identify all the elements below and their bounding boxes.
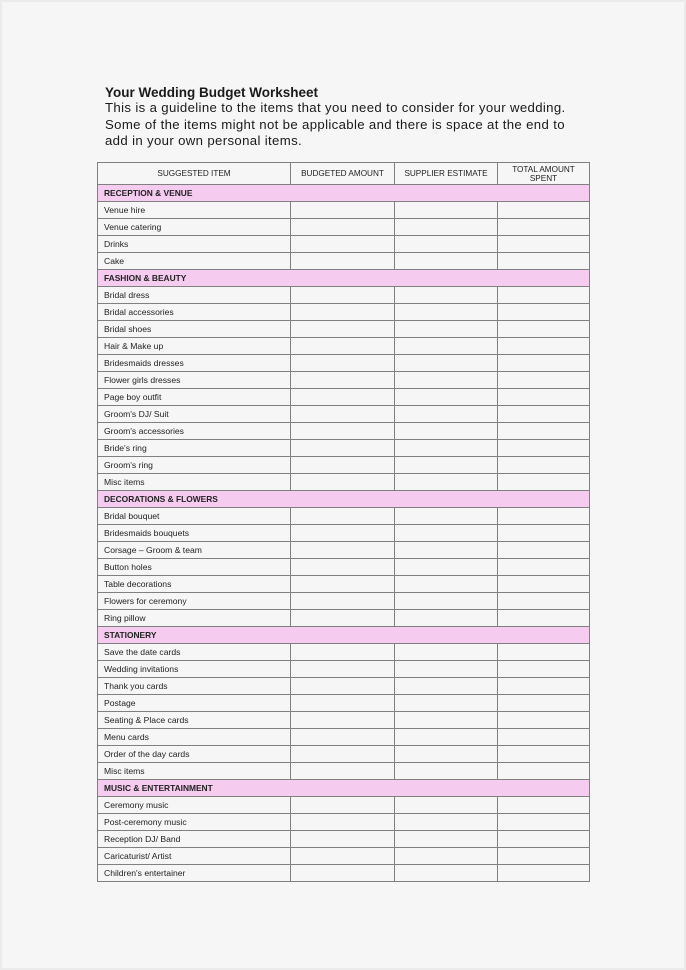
- total-spent-cell[interactable]: [498, 202, 590, 219]
- total-spent-cell[interactable]: [498, 678, 590, 695]
- budgeted-amount-cell[interactable]: [291, 542, 395, 559]
- total-spent-cell[interactable]: [498, 253, 590, 270]
- item-label: Drinks: [98, 236, 291, 253]
- table-row: [98, 661, 590, 678]
- column-header-item: SUGGESTED ITEM: [98, 163, 291, 185]
- total-spent-cell[interactable]: [498, 236, 590, 253]
- supplier-estimate-cell[interactable]: [395, 287, 498, 304]
- table-row: [98, 474, 590, 491]
- budgeted-amount-cell[interactable]: [291, 559, 395, 576]
- item-label: Flowers for ceremony: [98, 593, 291, 610]
- supplier-estimate-cell[interactable]: [395, 474, 498, 491]
- item-label: Wedding invitations: [98, 661, 291, 678]
- table-row: [98, 338, 590, 355]
- table-row: [98, 304, 590, 321]
- section-title: MUSIC & ENTERTAINMENT: [98, 780, 590, 797]
- budgeted-amount-cell[interactable]: [291, 797, 395, 814]
- budgeted-amount-cell[interactable]: [291, 763, 395, 780]
- budgeted-amount-cell[interactable]: [291, 372, 395, 389]
- supplier-estimate-cell[interactable]: [395, 763, 498, 780]
- table-row: [98, 610, 590, 627]
- table-row: [98, 814, 590, 831]
- budgeted-amount-cell[interactable]: [291, 236, 395, 253]
- total-spent-cell[interactable]: [498, 355, 590, 372]
- total-spent-cell[interactable]: [498, 372, 590, 389]
- total-spent-cell[interactable]: [498, 814, 590, 831]
- item-label: Bridesmaids dresses: [98, 355, 291, 372]
- total-spent-cell[interactable]: [498, 423, 590, 440]
- total-spent-cell[interactable]: [498, 610, 590, 627]
- supplier-estimate-cell[interactable]: [395, 508, 498, 525]
- item-label: Hair & Make up: [98, 338, 291, 355]
- budgeted-amount-cell[interactable]: [291, 338, 395, 355]
- table-row: [98, 644, 590, 661]
- total-spent-cell[interactable]: [498, 695, 590, 712]
- total-spent-cell[interactable]: [498, 338, 590, 355]
- section-row: [98, 185, 590, 202]
- table-row: [98, 797, 590, 814]
- supplier-estimate-cell[interactable]: [395, 338, 498, 355]
- budgeted-amount-cell[interactable]: [291, 440, 395, 457]
- intro-text: [105, 100, 595, 150]
- item-label: Save the date cards: [98, 644, 291, 661]
- table-header-row: [98, 163, 590, 185]
- supplier-estimate-cell[interactable]: [395, 678, 498, 695]
- item-label: Groom's accessories: [98, 423, 291, 440]
- table-row: [98, 389, 590, 406]
- item-label: Misc items: [98, 763, 291, 780]
- item-label: Order of the day cards: [98, 746, 291, 763]
- item-label: Bridal accessories: [98, 304, 291, 321]
- supplier-estimate-cell[interactable]: [395, 576, 498, 593]
- budgeted-amount-cell[interactable]: [291, 678, 395, 695]
- item-label: Venue catering: [98, 219, 291, 236]
- table-row: [98, 253, 590, 270]
- supplier-estimate-cell[interactable]: [395, 525, 498, 542]
- supplier-estimate-cell[interactable]: [395, 219, 498, 236]
- supplier-estimate-cell[interactable]: [395, 559, 498, 576]
- total-spent-cell[interactable]: [498, 746, 590, 763]
- supplier-estimate-cell[interactable]: [395, 253, 498, 270]
- supplier-estimate-cell[interactable]: [395, 372, 498, 389]
- table-row: [98, 831, 590, 848]
- table-row: [98, 865, 590, 882]
- budgeted-amount-cell[interactable]: [291, 474, 395, 491]
- table-row: [98, 848, 590, 865]
- table-row: [98, 321, 590, 338]
- budgeted-amount-cell[interactable]: [291, 355, 395, 372]
- item-label: Page boy outfit: [98, 389, 291, 406]
- section-title: DECORATIONS & FLOWERS: [98, 491, 590, 508]
- supplier-estimate-cell[interactable]: [395, 814, 498, 831]
- table-row: [98, 287, 590, 304]
- total-spent-cell[interactable]: [498, 474, 590, 491]
- item-label: Bridal dress: [98, 287, 291, 304]
- table-row: [98, 508, 590, 525]
- table-row: [98, 236, 590, 253]
- table-row: [98, 559, 590, 576]
- table-row: [98, 576, 590, 593]
- section-title: RECEPTION & VENUE: [98, 185, 590, 202]
- supplier-estimate-cell[interactable]: [395, 661, 498, 678]
- section-title: FASHION & BEAUTY: [98, 270, 590, 287]
- table-row: [98, 746, 590, 763]
- item-label: Bride's ring: [98, 440, 291, 457]
- total-spent-cell[interactable]: [498, 729, 590, 746]
- item-label: Reception DJ/ Band: [98, 831, 291, 848]
- total-spent-cell[interactable]: [498, 559, 590, 576]
- item-label: Postage: [98, 695, 291, 712]
- total-spent-cell[interactable]: [498, 287, 590, 304]
- section-row: [98, 780, 590, 797]
- supplier-estimate-cell[interactable]: [395, 593, 498, 610]
- table-body: [98, 185, 590, 882]
- total-spent-cell[interactable]: [498, 763, 590, 780]
- table-row: [98, 423, 590, 440]
- item-label: Children's entertainer: [98, 865, 291, 882]
- budgeted-amount-cell[interactable]: [291, 610, 395, 627]
- supplier-estimate-cell[interactable]: [395, 355, 498, 372]
- supplier-estimate-cell[interactable]: [395, 610, 498, 627]
- budgeted-amount-cell[interactable]: [291, 576, 395, 593]
- supplier-estimate-cell[interactable]: [395, 389, 498, 406]
- table-row: [98, 202, 590, 219]
- total-spent-cell[interactable]: [498, 644, 590, 661]
- supplier-estimate-cell[interactable]: [395, 848, 498, 865]
- table-row: [98, 440, 590, 457]
- budgeted-amount-cell[interactable]: [291, 746, 395, 763]
- budgeted-amount-cell[interactable]: [291, 831, 395, 848]
- supplier-estimate-cell[interactable]: [395, 865, 498, 882]
- table-row: [98, 372, 590, 389]
- supplier-estimate-cell[interactable]: [395, 729, 498, 746]
- total-spent-cell[interactable]: [498, 440, 590, 457]
- total-spent-cell[interactable]: [498, 321, 590, 338]
- table-row: [98, 712, 590, 729]
- table-row: [98, 219, 590, 236]
- budget-table: [97, 162, 590, 882]
- intro-line: add in your own personal items.: [105, 133, 303, 148]
- item-label: Ceremony music: [98, 797, 291, 814]
- total-spent-cell[interactable]: [498, 508, 590, 525]
- budgeted-amount-cell[interactable]: [291, 695, 395, 712]
- item-label: Thank you cards: [98, 678, 291, 695]
- budgeted-amount-cell[interactable]: [291, 644, 395, 661]
- supplier-estimate-cell[interactable]: [395, 644, 498, 661]
- budgeted-amount-cell[interactable]: [291, 729, 395, 746]
- budgeted-amount-cell[interactable]: [291, 202, 395, 219]
- supplier-estimate-cell[interactable]: [395, 712, 498, 729]
- item-label: Groom's ring: [98, 457, 291, 474]
- table-row: [98, 542, 590, 559]
- budgeted-amount-cell[interactable]: [291, 508, 395, 525]
- section-row: [98, 491, 590, 508]
- table-row: [98, 695, 590, 712]
- table-row: [98, 763, 590, 780]
- budgeted-amount-cell[interactable]: [291, 219, 395, 236]
- supplier-estimate-cell[interactable]: [395, 797, 498, 814]
- section-row: [98, 270, 590, 287]
- total-spent-cell[interactable]: [498, 831, 590, 848]
- budgeted-amount-cell[interactable]: [291, 593, 395, 610]
- total-spent-cell[interactable]: [498, 848, 590, 865]
- total-spent-cell[interactable]: [498, 219, 590, 236]
- table-row: [98, 355, 590, 372]
- table-row: [98, 593, 590, 610]
- total-spent-cell[interactable]: [498, 542, 590, 559]
- total-spent-cell[interactable]: [498, 457, 590, 474]
- supplier-estimate-cell[interactable]: [395, 423, 498, 440]
- budgeted-amount-cell[interactable]: [291, 661, 395, 678]
- total-spent-cell[interactable]: [498, 797, 590, 814]
- total-spent-cell[interactable]: [498, 712, 590, 729]
- item-label: Misc items: [98, 474, 291, 491]
- budgeted-amount-cell[interactable]: [291, 712, 395, 729]
- budgeted-amount-cell[interactable]: [291, 865, 395, 882]
- total-spent-cell[interactable]: [498, 406, 590, 423]
- budgeted-amount-cell[interactable]: [291, 253, 395, 270]
- table-row: [98, 457, 590, 474]
- budgeted-amount-cell[interactable]: [291, 321, 395, 338]
- supplier-estimate-cell[interactable]: [395, 304, 498, 321]
- supplier-estimate-cell[interactable]: [395, 457, 498, 474]
- item-label: Bridesmaids bouquets: [98, 525, 291, 542]
- total-spent-cell[interactable]: [498, 389, 590, 406]
- budgeted-amount-cell[interactable]: [291, 423, 395, 440]
- budgeted-amount-cell[interactable]: [291, 525, 395, 542]
- item-label: Bridal bouquet: [98, 508, 291, 525]
- item-label: Menu cards: [98, 729, 291, 746]
- table-row: [98, 729, 590, 746]
- supplier-estimate-cell[interactable]: [395, 695, 498, 712]
- item-label: Button holes: [98, 559, 291, 576]
- item-label: Venue hire: [98, 202, 291, 219]
- supplier-estimate-cell[interactable]: [395, 236, 498, 253]
- budgeted-amount-cell[interactable]: [291, 287, 395, 304]
- budgeted-amount-cell[interactable]: [291, 389, 395, 406]
- item-label: Flower girls dresses: [98, 372, 291, 389]
- item-label: Caricaturist/ Artist: [98, 848, 291, 865]
- total-spent-cell[interactable]: [498, 593, 590, 610]
- column-header-supplier: SUPPLIER ESTIMATE: [395, 163, 498, 185]
- item-label: Groom's DJ/ Suit: [98, 406, 291, 423]
- total-spent-cell[interactable]: [498, 576, 590, 593]
- section-row: [98, 627, 590, 644]
- table-row: [98, 406, 590, 423]
- budgeted-amount-cell[interactable]: [291, 406, 395, 423]
- total-spent-cell[interactable]: [498, 865, 590, 882]
- supplier-estimate-cell[interactable]: [395, 321, 498, 338]
- supplier-estimate-cell[interactable]: [395, 406, 498, 423]
- budgeted-amount-cell[interactable]: [291, 814, 395, 831]
- budgeted-amount-cell[interactable]: [291, 304, 395, 321]
- page-title: Your Wedding Budget Worksheet: [105, 85, 319, 100]
- supplier-estimate-cell[interactable]: [395, 746, 498, 763]
- column-header-budgeted: BUDGETED AMOUNT: [291, 163, 395, 185]
- item-label: Seating & Place cards: [98, 712, 291, 729]
- item-label: Bridal shoes: [98, 321, 291, 338]
- supplier-estimate-cell[interactable]: [395, 202, 498, 219]
- item-label: Post-ceremony music: [98, 814, 291, 831]
- total-spent-cell[interactable]: [498, 525, 590, 542]
- supplier-estimate-cell[interactable]: [395, 831, 498, 848]
- table-row: [98, 525, 590, 542]
- item-label: Ring pillow: [98, 610, 291, 627]
- budgeted-amount-cell[interactable]: [291, 848, 395, 865]
- item-label: Cake: [98, 253, 291, 270]
- column-header-total: TOTAL AMOUNT SPENT: [498, 163, 590, 185]
- item-label: Table decorations: [98, 576, 291, 593]
- item-label: Corsage – Groom & team: [98, 542, 291, 559]
- intro-line: This is a guideline to the items that you need to consider for your wedding.: [105, 100, 566, 115]
- budgeted-amount-cell[interactable]: [291, 457, 395, 474]
- intro-line: Some of the items might not be applicable and there is space at the end to: [105, 116, 565, 132]
- supplier-estimate-cell[interactable]: [395, 440, 498, 457]
- table-row: [98, 678, 590, 695]
- total-spent-cell[interactable]: [498, 661, 590, 678]
- supplier-estimate-cell[interactable]: [395, 542, 498, 559]
- section-title: STATIONERY: [98, 627, 590, 644]
- total-spent-cell[interactable]: [498, 304, 590, 321]
